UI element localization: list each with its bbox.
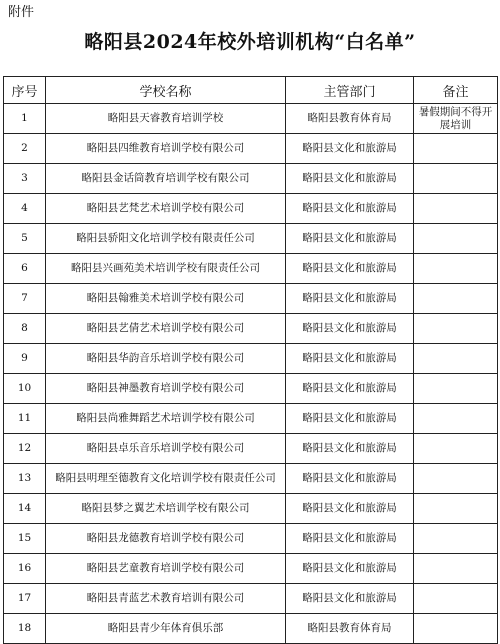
remark: [414, 224, 498, 254]
row-number: 18: [4, 614, 46, 644]
table-row: [4, 554, 498, 584]
table-row: [4, 524, 498, 554]
row-number: 4: [4, 194, 46, 224]
remark: [414, 554, 498, 584]
school-name: 略阳县神墨教育培训学校有限公司: [46, 374, 286, 404]
table-row: [4, 404, 498, 434]
row-number: 17: [4, 584, 46, 614]
department: 略阳县文化和旅游局: [286, 374, 414, 404]
column-header-department: 主管部门: [286, 77, 414, 104]
school-name: 略阳县翰雅美术培训学校有限公司: [46, 284, 286, 314]
department: 略阳县文化和旅游局: [286, 164, 414, 194]
department: 略阳县文化和旅游局: [286, 524, 414, 554]
table-row: [4, 434, 498, 464]
remark: [414, 164, 498, 194]
row-number: 11: [4, 404, 46, 434]
school-name: 略阳县龙德教育培训学校有限公司: [46, 524, 286, 554]
department: 略阳县文化和旅游局: [286, 254, 414, 284]
row-number: 5: [4, 224, 46, 254]
department: 略阳县文化和旅游局: [286, 404, 414, 434]
row-number: 12: [4, 434, 46, 464]
department: 略阳县教育体育局: [286, 614, 414, 644]
table-row: [4, 584, 498, 614]
document-title: 略阳县2024年校外培训机构“白名单”: [84, 31, 416, 53]
remark: [414, 314, 498, 344]
department: 略阳县文化和旅游局: [286, 344, 414, 374]
attachment-label: 附件: [8, 5, 35, 20]
row-number: 1: [4, 104, 46, 134]
row-number: 8: [4, 314, 46, 344]
remark: [414, 494, 498, 524]
remark: [414, 284, 498, 314]
table-header-row: [4, 77, 498, 104]
row-number: 14: [4, 494, 46, 524]
department: 略阳县文化和旅游局: [286, 314, 414, 344]
department: 略阳县文化和旅游局: [286, 434, 414, 464]
row-number: 15: [4, 524, 46, 554]
school-name: 略阳县梦之翼艺术培训学校有限公司: [46, 494, 286, 524]
school-name: 略阳县骄阳文化培训学校有限责任公司: [46, 224, 286, 254]
remark: [414, 434, 498, 464]
remark: [414, 464, 498, 494]
table-row: [4, 164, 498, 194]
remark: [414, 194, 498, 224]
school-name: 略阳县尚雅舞蹈艺术培训学校有限公司: [46, 404, 286, 434]
remark: [414, 614, 498, 644]
remark: 暑假期间不得开展培训: [414, 104, 498, 134]
school-name: 略阳县华韵音乐培训学校有限公司: [46, 344, 286, 374]
department: 略阳县文化和旅游局: [286, 584, 414, 614]
department: 略阳县文化和旅游局: [286, 224, 414, 254]
row-number: 13: [4, 464, 46, 494]
row-number: 16: [4, 554, 46, 584]
whitelist-table: [3, 76, 498, 644]
school-name: 略阳县兴画苑美术培训学校有限责任公司: [46, 254, 286, 284]
remark: [414, 254, 498, 284]
remark: [414, 134, 498, 164]
school-name: 略阳县青少年体育俱乐部: [46, 614, 286, 644]
table-row: [4, 224, 498, 254]
table-row: [4, 104, 498, 134]
department: 略阳县文化和旅游局: [286, 494, 414, 524]
table-row: [4, 134, 498, 164]
table-row: [4, 464, 498, 494]
school-name: 略阳县四维教育培训学校有限公司: [46, 134, 286, 164]
school-name: 略阳县艺童教育培训学校有限公司: [46, 554, 286, 584]
row-number: 7: [4, 284, 46, 314]
school-name: 略阳县青蓝艺术教育培训有限公司: [46, 584, 286, 614]
row-number: 2: [4, 134, 46, 164]
department: 略阳县文化和旅游局: [286, 554, 414, 584]
column-header-school-name: 学校名称: [46, 77, 286, 104]
table-row: [4, 494, 498, 524]
table-row: [4, 194, 498, 224]
remark: [414, 404, 498, 434]
department: 略阳县教育体育局: [286, 104, 414, 134]
table-body: [4, 104, 498, 644]
table-row: [4, 284, 498, 314]
department: 略阳县文化和旅游局: [286, 194, 414, 224]
school-name: 略阳县金话筒教育培训学校有限公司: [46, 164, 286, 194]
table-row: [4, 374, 498, 404]
row-number: 9: [4, 344, 46, 374]
remark: [414, 374, 498, 404]
row-number: 3: [4, 164, 46, 194]
remark: [414, 584, 498, 614]
remark: [414, 524, 498, 554]
remark: [414, 344, 498, 374]
table-row: [4, 254, 498, 284]
department: 略阳县文化和旅游局: [286, 134, 414, 164]
column-header-remarks: 备注: [414, 77, 498, 104]
school-name: 略阳县艺梵艺术培训学校有限公司: [46, 194, 286, 224]
department: 略阳县文化和旅游局: [286, 464, 414, 494]
school-name: 略阳县明理至德教育文化培训学校有限责任公司: [46, 464, 286, 494]
table-row: [4, 344, 498, 374]
table-row: [4, 614, 498, 644]
school-name: 略阳县卓乐音乐培训学校有限公司: [46, 434, 286, 464]
school-name: 略阳县艺倩艺术培训学校有限公司: [46, 314, 286, 344]
department: 略阳县文化和旅游局: [286, 284, 414, 314]
column-header-number: 序号: [4, 77, 46, 104]
row-number: 6: [4, 254, 46, 284]
table-row: [4, 314, 498, 344]
school-name: 略阳县天睿教育培训学校: [46, 104, 286, 134]
row-number: 10: [4, 374, 46, 404]
